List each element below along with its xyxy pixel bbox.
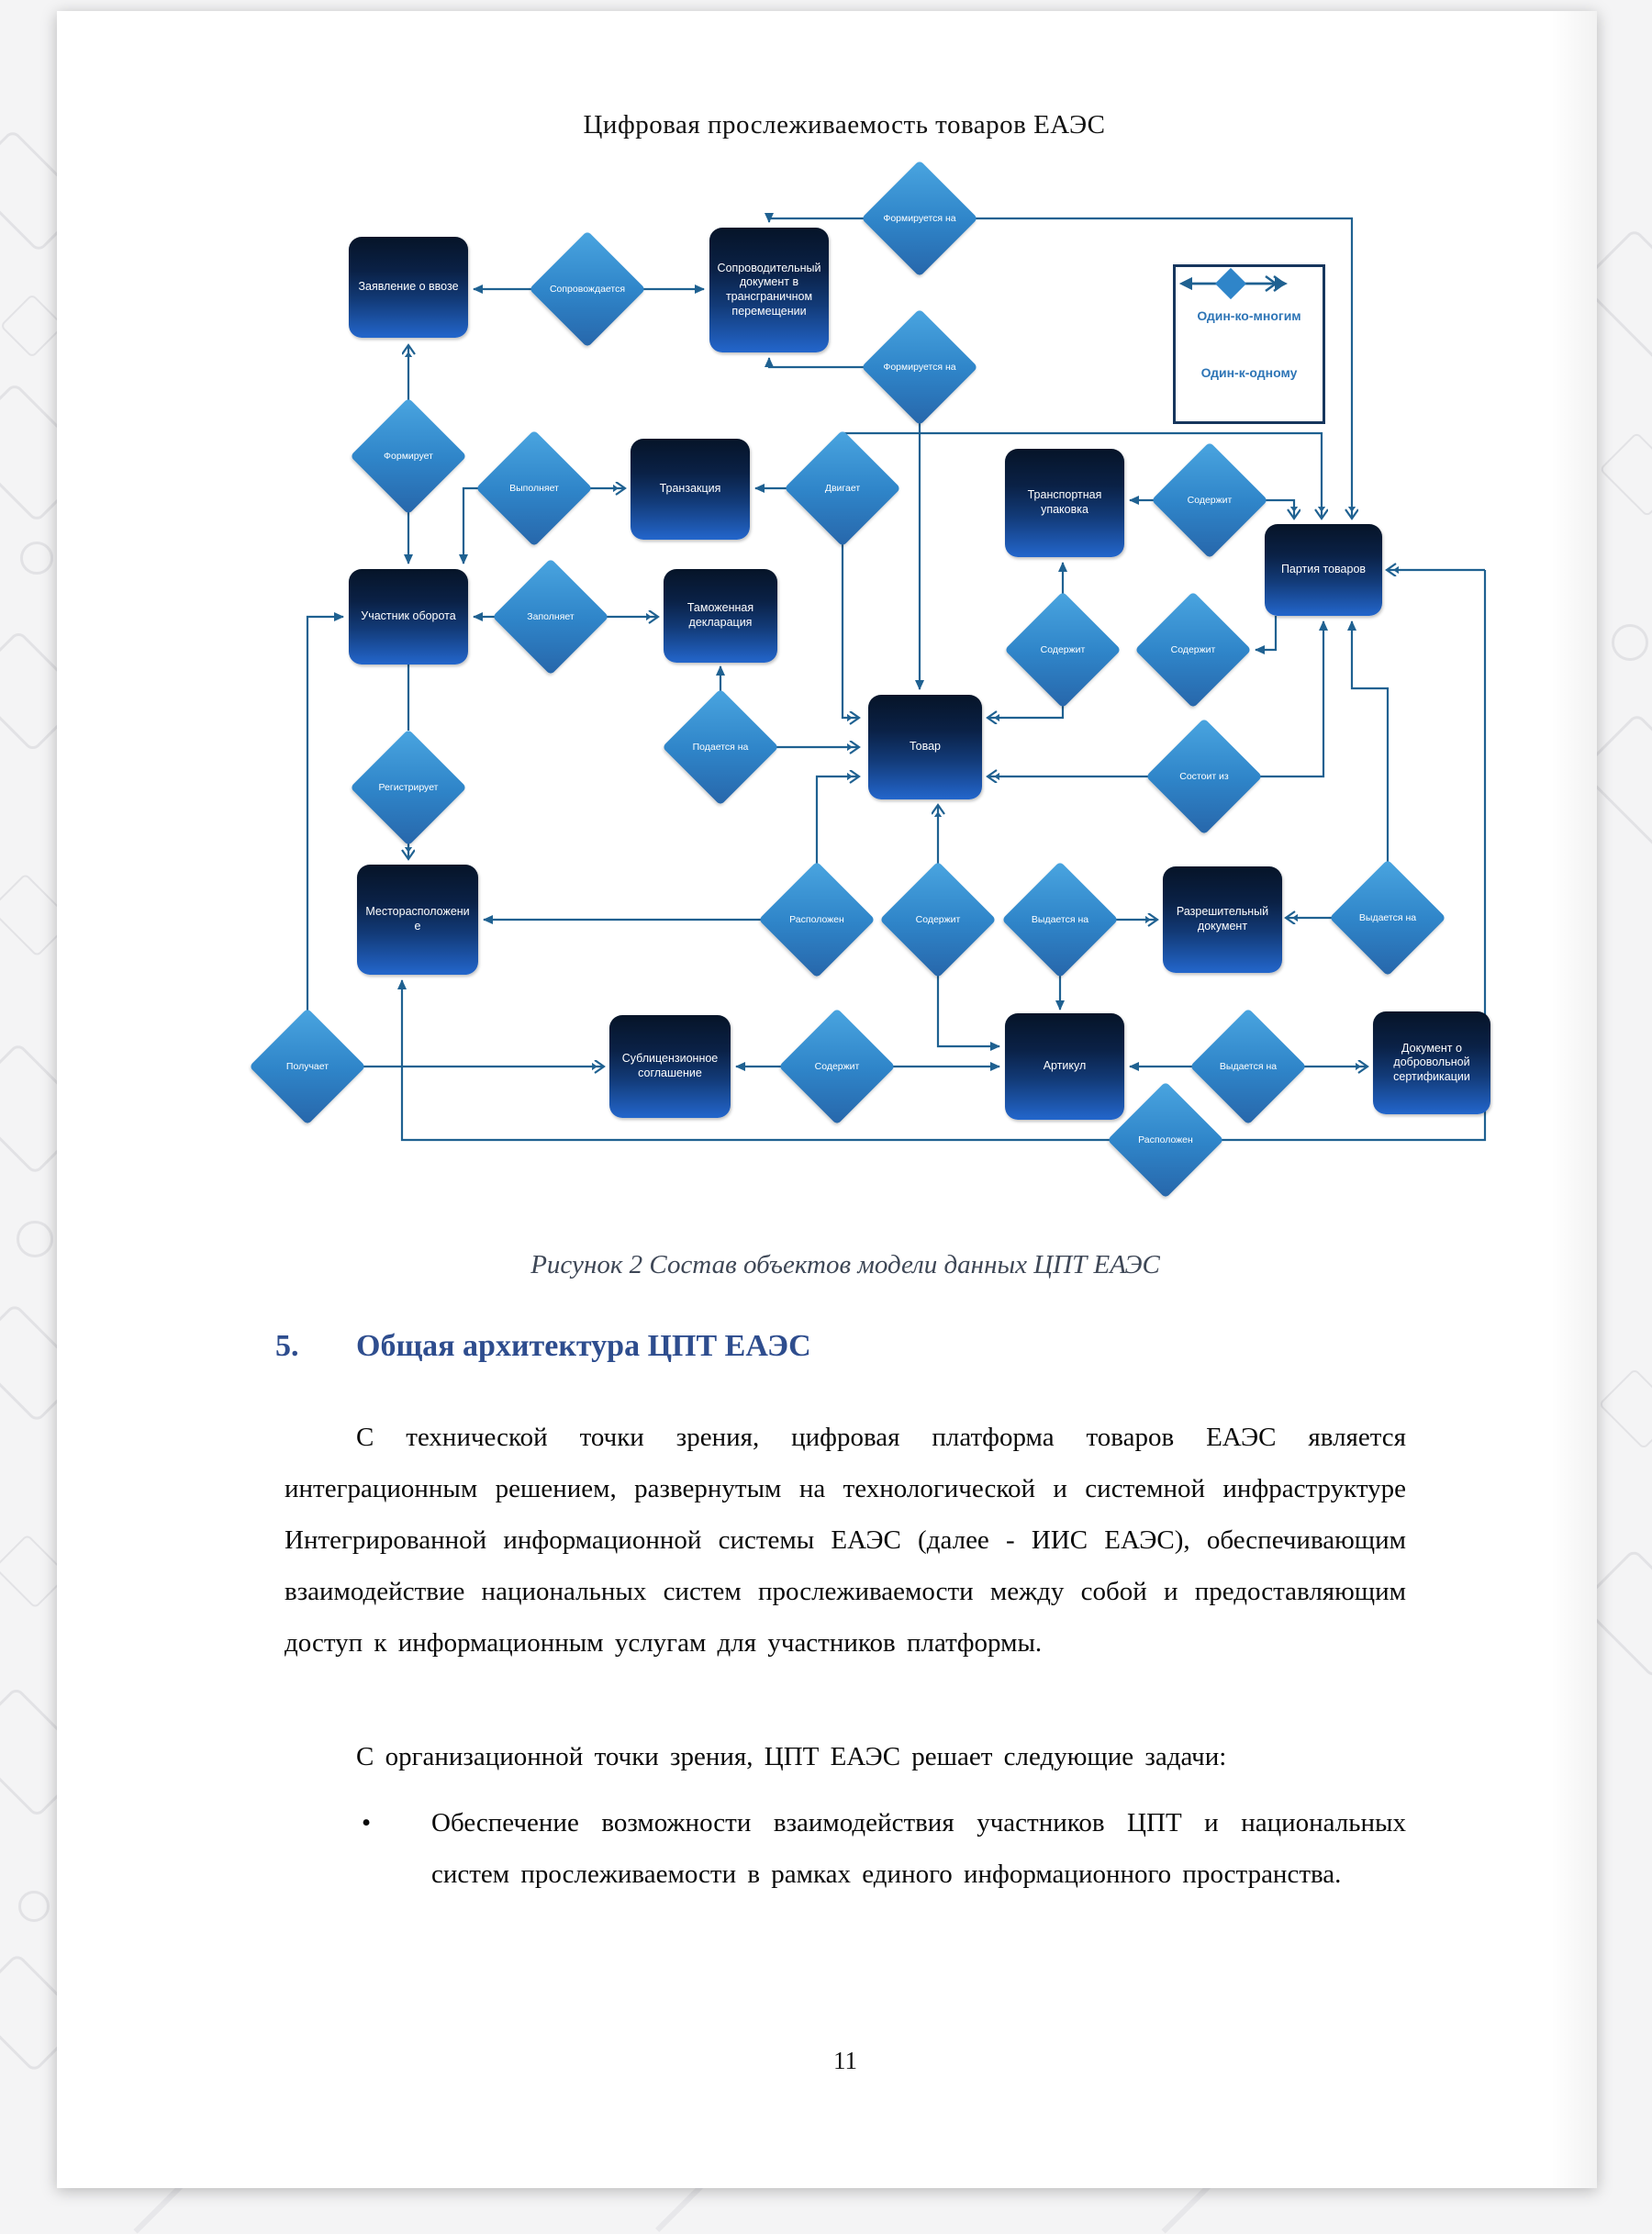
entity-sublicenzionnoe-soglashenie: Сублицензионное соглашение [609,1015,731,1118]
section-number: 5. [275,1329,299,1363]
relation-raspolozhen-1: Расположен [758,861,876,978]
relation-poluchaet: Получает [249,1008,366,1125]
relation-soderzhit-right: Содержит [1134,591,1252,709]
entity-soprovoditelny-dokument: Сопроводительный документ в трансграничном перемещении [709,228,829,352]
relation-sostoit-iz: Состоит из [1145,718,1263,835]
bullet-text: Обеспечение возможности взаимодействия участников ЦПТ и национальных систем прослеживаемости в рамках единого информационного пространства. [431,1808,1406,1889]
legend-one-to-one-label: Один-к-одному [1200,364,1298,380]
paragraph: С технической точки зрения, цифровая платформа товаров ЕАЭС является интеграционным решением, развернутым на технологической и системной инфраструктуре Интегрированной информационной системы ЕАЭС (далее - ИИС ЕАЭС), обеспечивающим взаимодействие национальных систем прослеживаемости между собой и предоставляющим доступ к информационным услугам для участников платформы. [285,1423,1406,1658]
entity-partiya-tovarov: Партия товаров [1265,524,1382,616]
relation-vydaetsya-na-1: Выдается на [1001,861,1119,978]
page-number: 11 [833,2047,857,2074]
bullet-item [358,1797,1406,1900]
entity-mestoraspolozhenie: Месторасположение [357,865,478,975]
figure-caption: Рисунок 2 Состав объектов модели данных ЦПТ ЕАЭС [530,1250,1160,1279]
relation-formiruetsya-na-1: Формируется на [861,160,978,277]
relation-zapolnyaet: Заполняет [492,558,609,676]
entity-razreshitelny-dokument: Разрешительный документ [1163,866,1282,973]
relation-vydaetsya-na-2: Выдается на [1329,859,1446,977]
page-header: Цифровая прослеживаемость товаров ЕАЭС [583,110,1106,140]
relation-soderzhit-upakovka: Содержит [1151,441,1268,559]
section-heading [275,1329,1413,1364]
one-to-one-icon [1176,267,1291,300]
section-title: Общая архитектура ЦПТ ЕАЭС [356,1329,811,1363]
relation-vypolnyaet: Выполняет [475,430,593,547]
entity-zayavlenie-o-vvoze: Заявление о ввозе [349,237,468,338]
relation-soderzhit-artikul: Содержит [879,861,997,978]
relation-formiruet: Формирует [350,397,467,515]
relation-raspolozhen-2: Расположен [1107,1081,1224,1199]
entity-tamozhennaya-deklaracia: Таможенная декларация [664,569,777,663]
entity-tovar: Товар [868,695,982,799]
relation-soderzhit-sublic: Содержит [778,1008,896,1125]
entity-tranzakcia: Транзакция [631,439,750,540]
relation-soderzhit-left: Содержит [1004,591,1122,709]
entity-uchastnik-oborota: Участник оборота [349,569,468,665]
legend-one-to-many-label: Один-ко-многим [1197,308,1301,324]
diagram-legend [1173,264,1325,424]
entity-transportnaya-upakovka: Транспортная упаковка [1005,449,1124,557]
relation-registriruet: Регистрирует [350,729,467,846]
relation-dvigaet: Двигает [784,430,901,547]
entity-dokument-dobrovolnoy-sertifikacii: Документ о добровольной сертификации [1373,1011,1490,1114]
relation-formiruetsya-na-2: Формируется на [861,308,978,426]
paragraph: С организационной точки зрения, ЦПТ ЕАЭС решает следующие задачи: [356,1742,1227,1771]
relation-soprovozhdaetsya: Сопровождается [529,230,646,348]
relation-podaetsya-na: Подается на [662,688,779,806]
entity-artikul: Артикул [1005,1013,1124,1120]
relation-vydaetsya-na-3: Выдается на [1189,1008,1307,1125]
